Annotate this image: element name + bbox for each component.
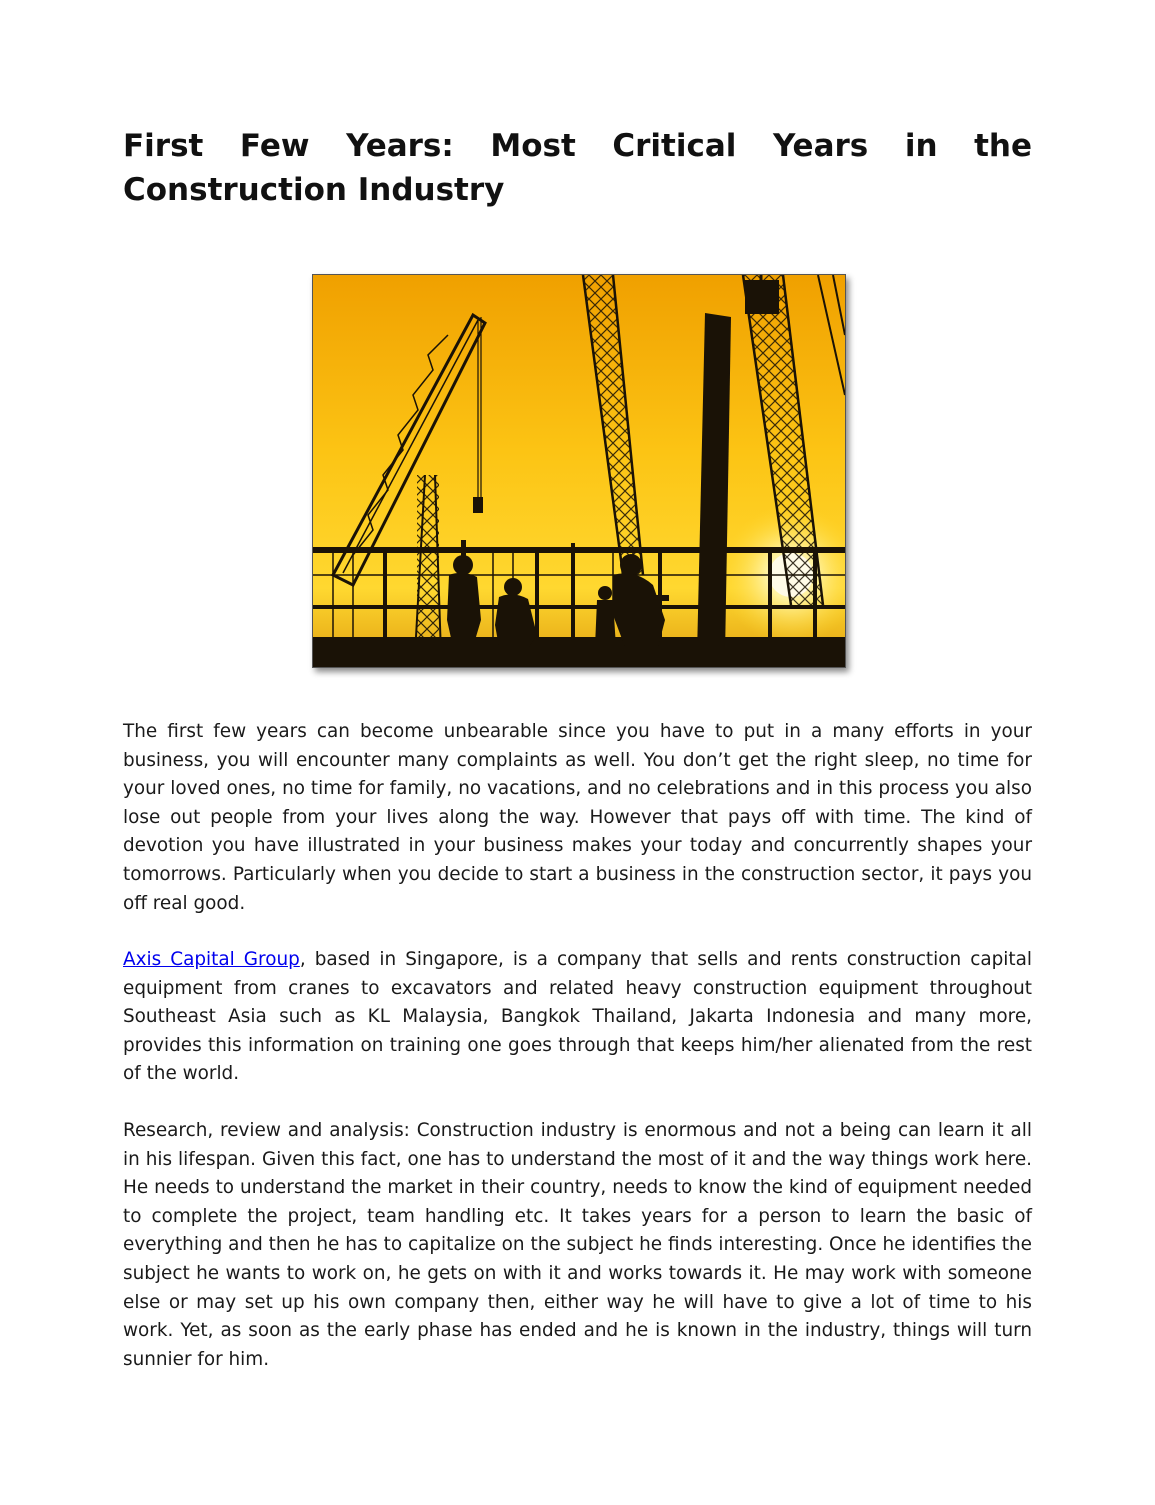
page-title: First Few Years: Most Critical Years in the Construction Industry: [123, 128, 1032, 208]
article-paragraph-2: [123, 946, 1032, 1089]
construction-photo: [312, 274, 846, 668]
article-paragraph-1: The first few years can become unbearable since you have to put in a many efforts in your business, you will encounter many complaints as well. You don’t get the right sleep, no time for your loved ones, no time for family, no vacations, and no celebrations and in this process you also lose out people from your lives along the way. However that pays off with time. The kind of devotion you have illustrated in your business makes your today and concurrently shapes your tomorrows. Particularly when you decide to start a business in the construction sector, it pays you off real good.: [123, 721, 1032, 914]
axis-capital-group-link[interactable]: Axis Capital Group: [123, 949, 300, 970]
article-paragraph-3: Research, review and analysis: Construction industry is enormous and not a being can learn it all in his lifespan. Given this fact, one has to understand the most of it and the way things work here. He needs to understand the market in their country, needs to know the kind of equipment needed to complete the project, team handling etc. It takes years for a person to learn the basic of everything and then he has to capitalize on the subject he finds interesting. Once he identifies the subject he wants to work on, he gets on with it and works towards it. He may work with someone else or may set up his own company then, either way he will have to give a lot of time to his work. Yet, as soon as the early phase has ended and he is known in the industry, things will turn sunnier for him.: [123, 1120, 1032, 1370]
construction-silhouette-illustration: [313, 275, 845, 667]
article-paragraph-2-text: , based in Singapore, is a company that sells and rents construction capital equipment from cranes to excavators and related heavy construction equipment throughout Southeast Asia such as KL Malaysia, Bangkok Thailand, Jakarta Indonesia and many more, provides this information on training one goes through that keeps him/her alienated from the rest of the world.: [123, 949, 1032, 1085]
